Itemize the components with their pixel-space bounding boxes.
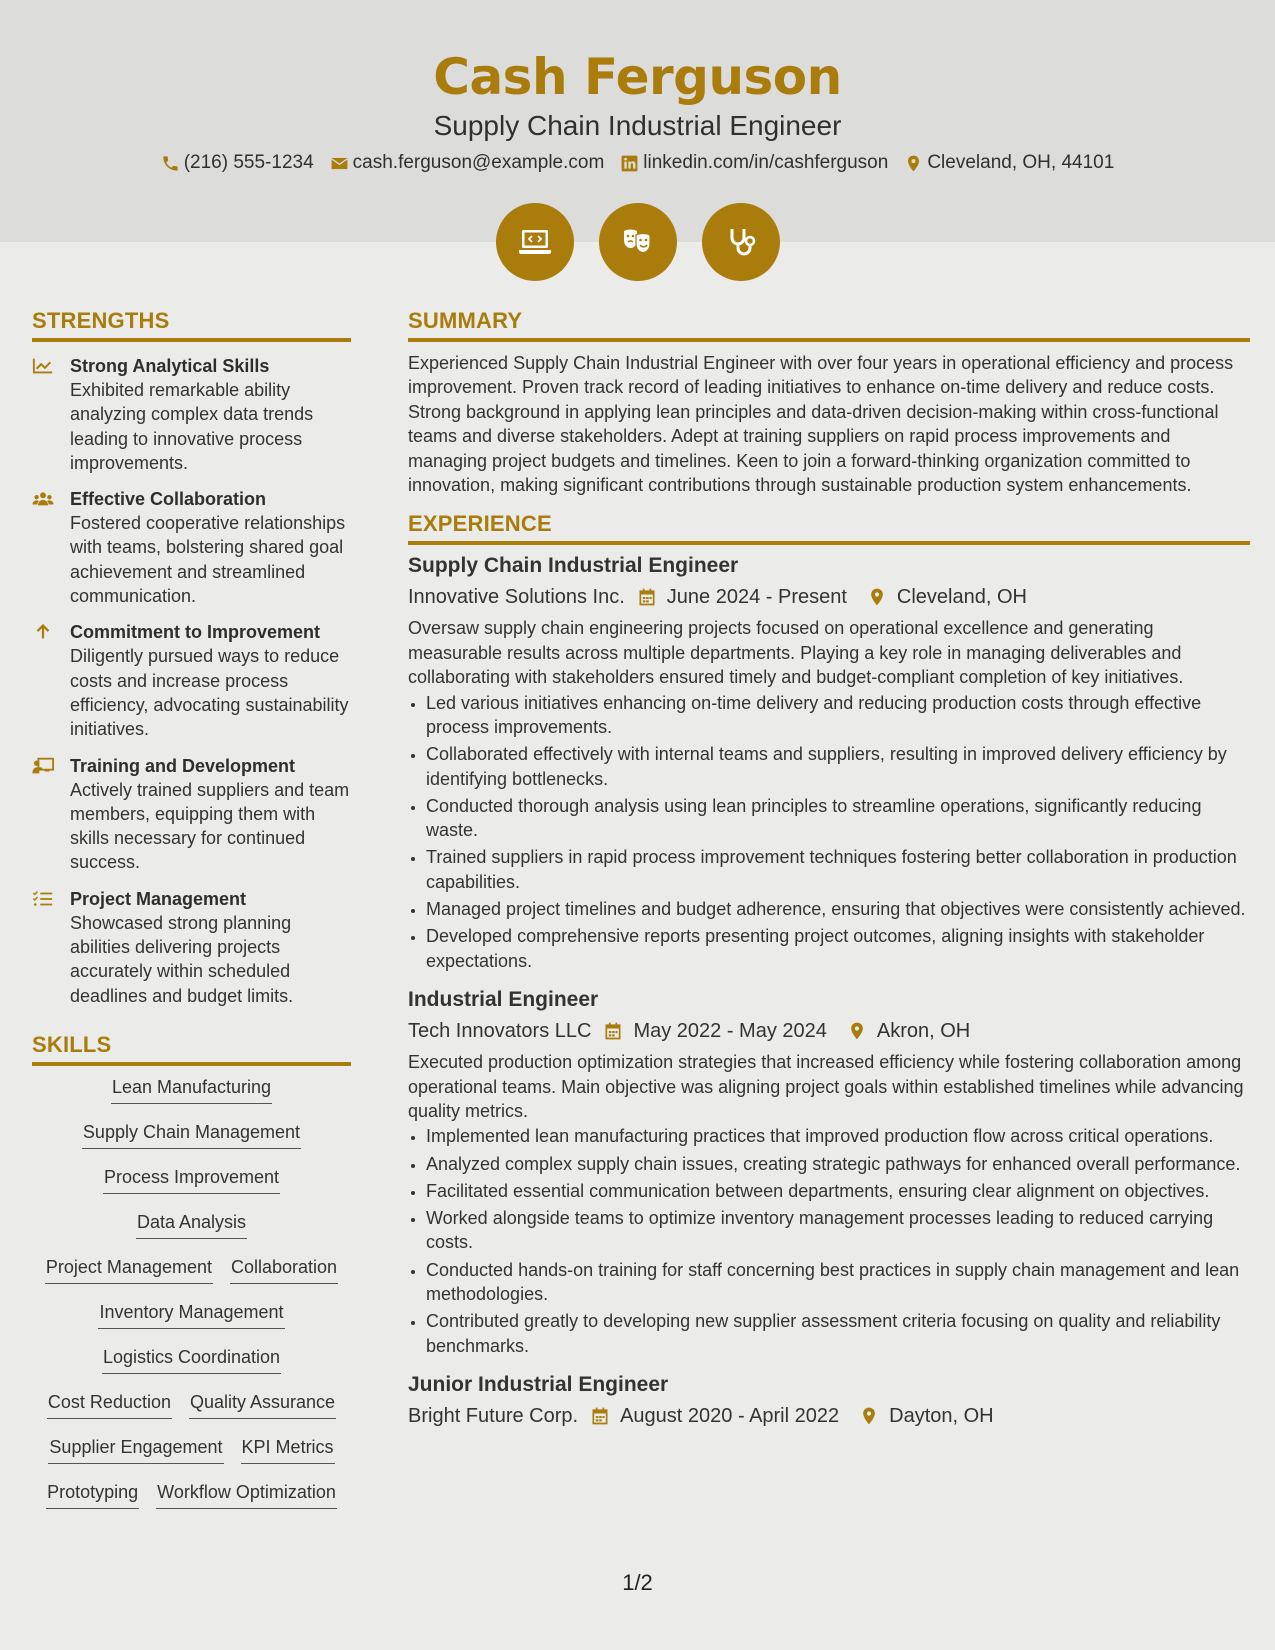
map-marker-icon xyxy=(859,1406,879,1426)
skill-row xyxy=(32,1076,351,1121)
contact-phone[interactable] xyxy=(161,152,314,174)
location-text: Cleveland, OH, 44101 xyxy=(927,152,1115,173)
bullet-item: • Managed project timelines and budget adherence, ensuring that objectives were consistently achieved. xyxy=(426,897,1250,921)
strength-item xyxy=(32,887,351,1008)
job-title: Supply Chain Industrial Engineer xyxy=(408,554,739,578)
skill-tag: Supplier Engagement xyxy=(48,1436,223,1464)
skill-tag: Project Management xyxy=(45,1256,213,1284)
strengths-heading: STRENGTHS xyxy=(32,308,351,342)
strength-desc: Fostered cooperative relationships with teams, bolstering shared goal achievement and streamlined communication. xyxy=(70,513,346,607)
phone-icon xyxy=(161,154,180,173)
strength-item xyxy=(32,620,351,741)
skill-row xyxy=(32,1166,351,1211)
left-column xyxy=(32,308,351,1526)
skill-tag: Process Improvement xyxy=(103,1166,280,1194)
bullet-item: • Worked alongside teams to optimize inventory management processes leading to reduced carrying costs. xyxy=(426,1206,1250,1255)
job-company: Innovative Solutions Inc. xyxy=(408,586,625,609)
strength-title: Effective Collaboration xyxy=(70,489,267,510)
skill-row xyxy=(32,1301,351,1346)
bullet-item: • Developed comprehensive reports presenting project outcomes, aligning insights with stakeholder expectations. xyxy=(426,924,1250,973)
job-location: Dayton, OH xyxy=(889,1404,994,1427)
strength-title: Training and Development xyxy=(70,755,296,776)
skill-row xyxy=(32,1481,351,1526)
interest-circle xyxy=(599,203,677,281)
page-number: 1/2 xyxy=(622,1570,653,1595)
skill-row xyxy=(32,1436,351,1481)
contact-bar xyxy=(0,152,1275,174)
bullet-item: • Conducted hands-on training for staff concerning best practices in supply chain management and lean methodologies. xyxy=(426,1258,1250,1307)
calendar-icon xyxy=(603,1021,623,1041)
right-column xyxy=(408,308,1250,1429)
interest-circle xyxy=(496,203,574,281)
job-entry xyxy=(408,1372,1250,1429)
job-location: Akron, OH xyxy=(876,1020,971,1043)
bullet-item: • Collaborated effectively with internal teams and suppliers, resulting in improved delivery efficiency by identifying bottlenecks. xyxy=(426,742,1250,791)
skill-row xyxy=(32,1391,351,1436)
job-description: Executed production optimization strategies that increased efficiency while fostering collaboration among operational teams. Main objective was aligning project goals within established timelines while advancing quality metrics. xyxy=(408,1052,1244,1121)
bullet-item: • Trained suppliers in rapid process improvement techniques fostering better collaboration in production capabilities. xyxy=(426,845,1250,894)
strength-item xyxy=(32,754,351,875)
strength-item xyxy=(32,354,351,475)
job-dates: May 2022 - May 2024 xyxy=(633,1020,827,1043)
skill-tag: Lean Manufacturing xyxy=(111,1076,272,1104)
bullet-item: • Conducted thorough analysis using lean principles to streamline operations, significantly reducing waste. xyxy=(426,794,1250,843)
interest-circle xyxy=(702,203,780,281)
job-meta xyxy=(408,584,1250,610)
map-marker-icon xyxy=(867,587,887,607)
skill-row xyxy=(32,1256,351,1301)
job-title: Junior Industrial Engineer xyxy=(408,1372,669,1396)
candidate-name: Cash Ferguson xyxy=(433,48,842,106)
job-location: Cleveland, OH xyxy=(896,586,1027,609)
job-title: Industrial Engineer xyxy=(408,988,599,1012)
skill-tag: Workflow Optimization xyxy=(156,1481,337,1509)
strength-desc: Exhibited remarkable ability analyzing complex data trends leading to innovative process improvements. xyxy=(70,380,314,473)
job-bullets xyxy=(408,691,1250,973)
job-meta xyxy=(408,1018,1250,1044)
skill-tag: Quality Assurance xyxy=(189,1391,336,1419)
laptop-code-icon xyxy=(515,222,555,262)
skill-tag: Inventory Management xyxy=(98,1301,284,1329)
skill-tag: Data Analysis xyxy=(136,1211,247,1239)
users-icon xyxy=(32,489,54,509)
job-bullets xyxy=(408,1124,1250,1358)
skills-heading: SKILLS xyxy=(32,1032,351,1066)
job-entry xyxy=(408,987,1250,1358)
skill-tag: Cost Reduction xyxy=(47,1391,172,1419)
skills-list xyxy=(32,1076,351,1526)
job-company: Tech Innovators LLC xyxy=(408,1020,592,1043)
summary-text: Experienced Supply Chain Industrial Engineer with over four years in operational efficiency and process improvement. Proven track record of leading initiatives to enhance on-time delivery and reduce costs. Strong background in applying lean principles and data-driven decision-making within cross-functional teams and diverse stakeholders. Adept at training suppliers on rapid process improvements and managing project budgets and timelines. Keen to join a forward-thinking organization committed to innovation, making significant contributions through sustainable production system enhancements. xyxy=(408,353,1234,496)
phone-text: (216) 555-1234 xyxy=(183,152,314,173)
job-company: Bright Future Corp. xyxy=(408,1404,579,1427)
strength-title: Strong Analytical Skills xyxy=(70,356,270,376)
chart-line-icon xyxy=(32,356,54,376)
skill-tag: KPI Metrics xyxy=(241,1436,335,1464)
skill-tag: Prototyping xyxy=(46,1481,139,1509)
stethoscope-icon xyxy=(721,222,761,262)
tasks-icon xyxy=(32,889,54,909)
job-meta xyxy=(408,1403,1250,1429)
strength-desc: Showcased strong planning abilities delivering projects accurately within scheduled deadlines and budget limits. xyxy=(70,912,294,1006)
candidate-role: Supply Chain Industrial Engineer xyxy=(433,110,842,141)
strength-desc: Actively trained suppliers and team members, equipping them with skills necessary for continued success. xyxy=(70,779,350,873)
job-description: Oversaw supply chain engineering projects focused on operational excellence and generating measurable results across multiple departments. Playing a key role in managing deliverables and collaborating with stakeholders ensured timely and budget-compliant completion of key initiatives. xyxy=(408,618,1184,688)
calendar-icon xyxy=(590,1406,610,1426)
strength-title: Commitment to Improvement xyxy=(70,622,321,643)
contact-email[interactable] xyxy=(330,152,605,174)
bullet-item: • Facilitated essential communication between departments, ensuring clear alignment on objectives. xyxy=(426,1179,1250,1203)
skill-row xyxy=(32,1211,351,1256)
map-marker-icon xyxy=(904,154,923,173)
strength-item xyxy=(32,487,351,608)
arrow-up-icon xyxy=(32,622,54,642)
bullet-item: • Analyzed complex supply chain issues, creating strategic pathways for enhanced overall performance. xyxy=(426,1152,1250,1176)
bullet-item: • Led various initiatives enhancing on-time delivery and reducing production costs through effective process improvements. xyxy=(426,691,1250,740)
bullet-item: • Implemented lean manufacturing practices that improved production flow across critical operations. xyxy=(426,1124,1250,1148)
strength-title: Project Management xyxy=(70,888,247,909)
strength-desc: Diligently pursued ways to reduce costs and increase process efficiency, advocating sustainability initiatives. xyxy=(70,646,349,740)
calendar-icon xyxy=(637,587,657,607)
job-dates: June 2024 - Present xyxy=(666,586,847,609)
email-text: cash.ferguson@example.com xyxy=(352,152,605,173)
bullet-item: • Contributed greatly to developing new supplier assessment criteria focusing on quality and reliability benchmarks. xyxy=(426,1309,1250,1358)
contact-linkedin[interactable] xyxy=(620,152,888,174)
envelope-icon xyxy=(330,154,349,173)
linkedin-icon xyxy=(620,154,639,173)
job-entry xyxy=(408,553,1250,973)
summary-heading: SUMMARY xyxy=(408,308,1250,342)
contact-location xyxy=(904,152,1114,174)
theater-masks-icon xyxy=(618,222,658,262)
map-marker-icon xyxy=(847,1021,867,1041)
skill-tag: Collaboration xyxy=(230,1256,338,1284)
skill-tag: Supply Chain Management xyxy=(82,1121,301,1149)
chalkboard-teacher-icon xyxy=(32,756,54,776)
skill-row xyxy=(32,1346,351,1391)
linkedin-text: linkedin.com/in/cashferguson xyxy=(643,152,889,173)
job-dates: August 2020 - April 2022 xyxy=(620,1404,840,1427)
skill-tag: Logistics Coordination xyxy=(102,1346,281,1374)
experience-heading: EXPERIENCE xyxy=(408,511,1250,545)
interest-icons xyxy=(0,203,1275,281)
skill-row xyxy=(32,1121,351,1166)
